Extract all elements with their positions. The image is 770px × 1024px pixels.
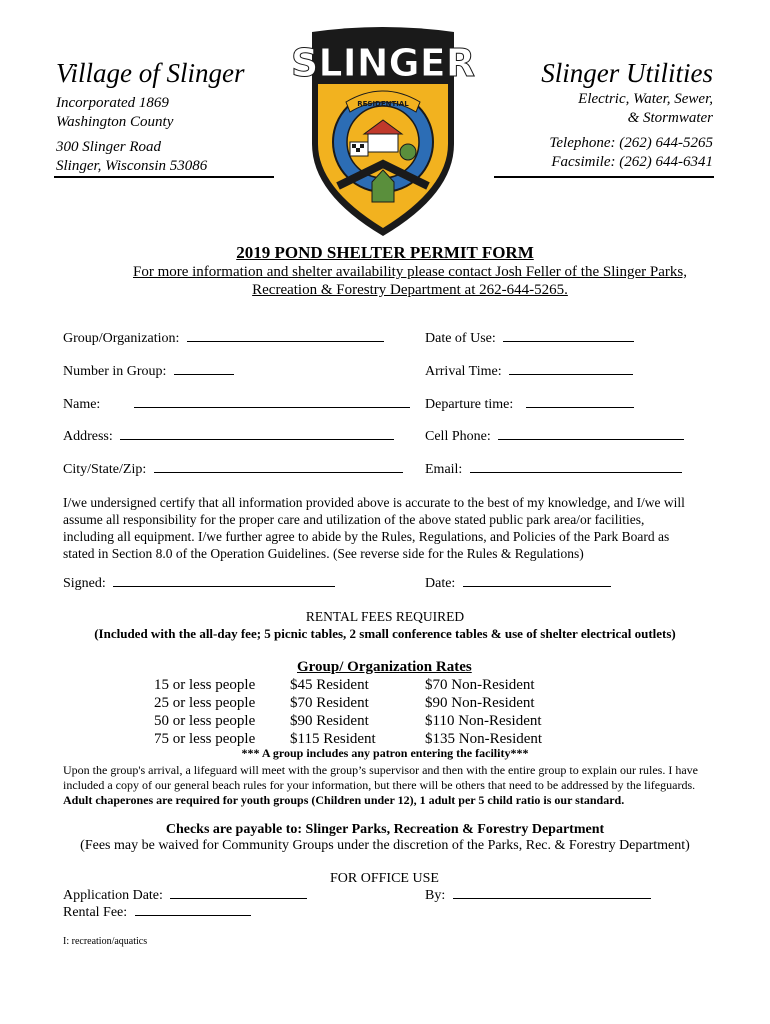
by-label: By: — [425, 888, 446, 903]
number-label: Number in Group: — [63, 364, 167, 379]
form-subtitle-line2: Recreation & Forestry Department at 262-644-5265. — [252, 282, 568, 298]
slinger-shield-logo — [291, 24, 475, 239]
form-title: 2019 POND SHELTER PERMIT FORM — [236, 243, 534, 262]
arrival-field — [425, 364, 633, 380]
name-field — [63, 397, 410, 413]
utilities-title: Slinger Utilities — [541, 58, 713, 88]
cell-field — [425, 429, 684, 445]
rental-fee-field — [63, 905, 251, 921]
rate-row-resident: $115 Resident — [290, 731, 376, 747]
office-use-heading: FOR OFFICE USE — [330, 871, 439, 886]
rate-row-nonresident: $90 Non-Resident — [425, 695, 535, 711]
address-field — [63, 429, 394, 445]
rate-row-nonresident: $70 Non-Resident — [425, 677, 535, 693]
city-label: City/State/Zip: — [63, 462, 147, 477]
cell-input-line[interactable] — [498, 439, 684, 440]
by-field — [425, 888, 651, 904]
date-of-use-label: Date of Use: — [425, 331, 496, 346]
arrival-label: Arrival Time: — [425, 364, 502, 379]
departure-field — [425, 397, 634, 413]
certify-line-1: I/we undersigned certify that all information provided above is accurate to the best of my knowledge, and I/we will — [63, 495, 685, 510]
signed-field — [63, 576, 335, 592]
city-field — [63, 462, 403, 478]
certification-paragraph — [63, 494, 723, 562]
rental-fees-included: (Included with the all-day fee; 5 picnic tables, 2 small conference tables & use of shelter electrical outlets) — [94, 626, 676, 641]
village-address-block — [56, 94, 207, 176]
name-label: Name: — [63, 397, 101, 412]
group-label: Group/Organization: — [63, 331, 180, 346]
rates-heading: Group/ Organization Rates — [297, 659, 472, 675]
email-label: Email: — [425, 462, 463, 477]
village-incorporated: Incorporated 1869 — [56, 95, 169, 111]
name-input-line[interactable] — [134, 407, 410, 408]
application-date-label: Application Date: — [63, 888, 163, 903]
rental-fees-block — [0, 608, 770, 642]
arrival-input-line[interactable] — [509, 374, 633, 375]
footer-path: I: recreation/aquatics — [63, 936, 148, 947]
signed-date-input-line[interactable] — [463, 586, 611, 587]
village-street: 300 Slinger Road — [56, 139, 161, 155]
email-input-line[interactable] — [470, 472, 682, 473]
signed-input-line[interactable] — [113, 586, 335, 587]
city-input-line[interactable] — [154, 472, 403, 473]
utilities-contact-block — [500, 90, 713, 172]
departure-input-line[interactable] — [526, 407, 634, 408]
checks-payable: Checks are payable to: Slinger Parks, Recreation & Forestry Department — [165, 822, 605, 837]
rental-fees-title: RENTAL FEES REQUIRED — [305, 609, 465, 624]
rate-row: 15 or less people — [154, 677, 256, 693]
address-input-line[interactable] — [120, 439, 394, 440]
form-subtitle-line1: For more information and shelter availability please contact Josh Feller of the Slinger Parks, — [132, 264, 688, 280]
fee-waiver-note: (Fees may be waived for Community Groups under the discretion of the Parks, Rec. & Forestry Department) — [80, 838, 690, 853]
signed-label: Signed: — [63, 576, 106, 591]
rate-row-resident: $90 Resident — [290, 713, 369, 729]
signed-date-label: Date: — [425, 576, 456, 591]
number-input-line[interactable] — [174, 374, 234, 375]
rate-row-resident: $70 Resident — [290, 695, 369, 711]
village-city: Slinger, Wisconsin 53086 — [56, 158, 208, 174]
application-date-field — [63, 888, 307, 904]
signed-date-field — [425, 576, 611, 592]
rate-row-nonresident: $110 Non-Resident — [425, 713, 542, 729]
utilities-facsimile: Facsimile: (262) 644-6341 — [551, 154, 713, 170]
certify-line-3: including all equipment. I/we further agree to abide by the Rules, Regulations, and Policies of the Park Board as — [63, 529, 670, 544]
date-of-use-input-line[interactable] — [503, 341, 634, 342]
logo-wordmark: SLINGER — [291, 41, 475, 85]
form-subtitle — [120, 263, 700, 299]
certify-line-2: assume all responsibility for the proper care and utilization of the above stated public park area/or facilities, — [63, 512, 645, 527]
rental-fee-input-line[interactable] — [135, 915, 251, 916]
logo-banner-text: RESIDENTIAL — [357, 100, 409, 108]
date-of-use-field — [425, 331, 634, 347]
utilities-services: Electric, Water, Sewer, — [578, 91, 713, 107]
utilities-services-2: & Stormwater — [627, 110, 713, 126]
village-county: Washington County — [56, 114, 174, 130]
by-input-line[interactable] — [453, 898, 651, 899]
group-input-line[interactable] — [187, 341, 384, 342]
arrival-text: Upon the group's arrival, a lifeguard will meet with the group’s supervisor and then with the entire group to explain our rules. I have included a copy of our general beach rules for your information, but there will be others that need to be addressed by the lifeguards. — [63, 763, 698, 792]
rental-fee-label: Rental Fee: — [63, 905, 128, 920]
email-field — [425, 462, 682, 478]
certify-line-4: stated in Section 8.0 of the Operation Guidelines. (See reverse side for the Rules & Regulations) — [63, 546, 584, 561]
utilities-telephone: Telephone: (262) 644-5265 — [549, 135, 713, 151]
rate-row: 25 or less people — [154, 695, 256, 711]
application-date-input-line[interactable] — [170, 898, 307, 899]
cell-label: Cell Phone: — [425, 429, 491, 444]
departure-label: Departure time: — [425, 397, 514, 412]
header-right-rule — [494, 176, 714, 178]
rate-row: 50 or less people — [154, 713, 256, 729]
rate-row: 75 or less people — [154, 731, 256, 747]
header-left-rule — [54, 176, 274, 178]
arrival-paragraph — [63, 763, 713, 808]
village-title: Village of Slinger — [56, 58, 245, 88]
number-field — [63, 364, 234, 380]
rate-row-nonresident: $135 Non-Resident — [425, 731, 543, 747]
group-field — [63, 331, 384, 347]
address-label: Address: — [63, 429, 113, 444]
group-definition-note: *** A group includes any patron entering the facility*** — [241, 746, 529, 760]
chaperone-requirement: Adult chaperones are required for youth groups (Children under 12), 1 adult per 5 child ratio is our standard. — [63, 793, 625, 807]
rate-row-resident: $45 Resident — [290, 677, 369, 693]
